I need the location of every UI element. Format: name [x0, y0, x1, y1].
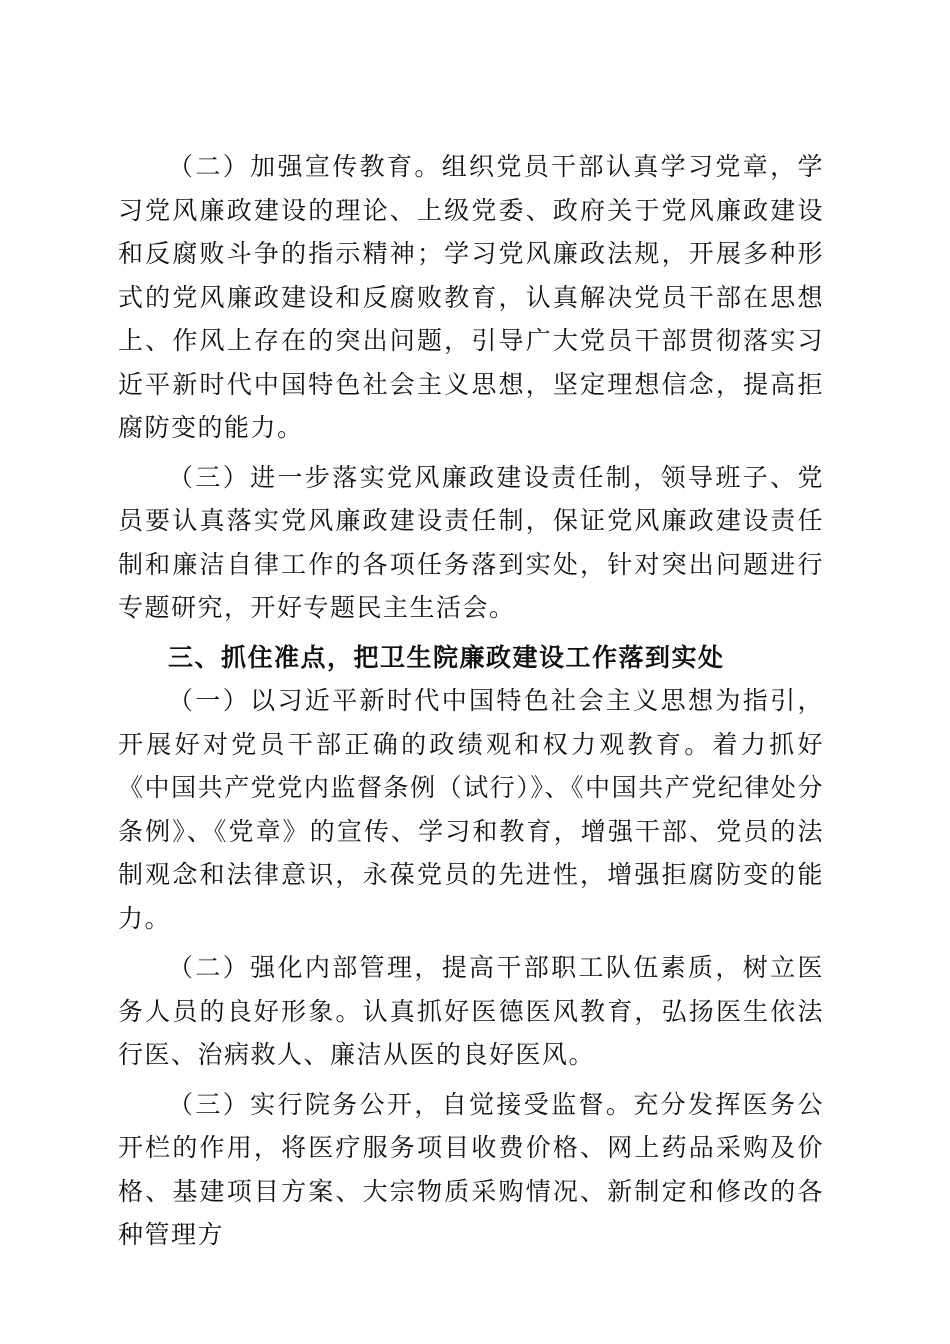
section-heading-three: 三、抓住准点，把卫生院廉政建设工作落到实处	[168, 642, 725, 672]
paragraph-internal-management: （二）强化内部管理，提高干部职工队伍素质，树立医务人员的良好形象。认真抓好医德医风教育，弘扬医生依法行医、治病救人、廉洁从医的良好医风。	[118, 953, 824, 1069]
paragraph-affairs-disclosure: （三）实行院务公开，自觉接受监督。充分发挥医务公开栏的作用，将医疗服务项目收费价格、网上药品采购及价格、基建项目方案、大宗物质采购情况、新制定和修改的各种管理方	[118, 1089, 824, 1249]
paragraph-publicity-education: （二）加强宣传教育。组织党员干部认真学习党章，学习党风廉政建设的理论、上级党委、政府关于党风廉政建设和反腐败斗争的指示精神；学习党风廉政法规，开展多种形式的党风廉政建设和反腐败教育，认真解决党员干部在思想上、作风上存在的突出问题，引导广大党员干部贯彻落实习近平新时代中国特色社会主义思想，坚定理想信念，提高拒腐防变的能力。	[118, 152, 824, 442]
paragraph-responsibility-system: （三）进一步落实党风廉政建设责任制，领导班子、党员要认真落实党风廉政建设责任制，保证党风廉政建设责任制和廉洁自律工作的各项任务落到实处，针对突出问题进行专题研究，开好专题民主生活会。	[118, 462, 824, 622]
paragraph-ideology-guidance: （一）以习近平新时代中国特色社会主义思想为指引，开展好对党员干部正确的政绩观和权力观教育。着力抓好《中国共产党党内监督条例（试行）》、《中国共产党纪律处分条例》、《党章》的宣传、学习和教育，增强干部、党员的法制观念和法律意识，永葆党员的先进性，增强拒腐防变的能力。	[118, 686, 824, 933]
document-body	[118, 145, 824, 1257]
